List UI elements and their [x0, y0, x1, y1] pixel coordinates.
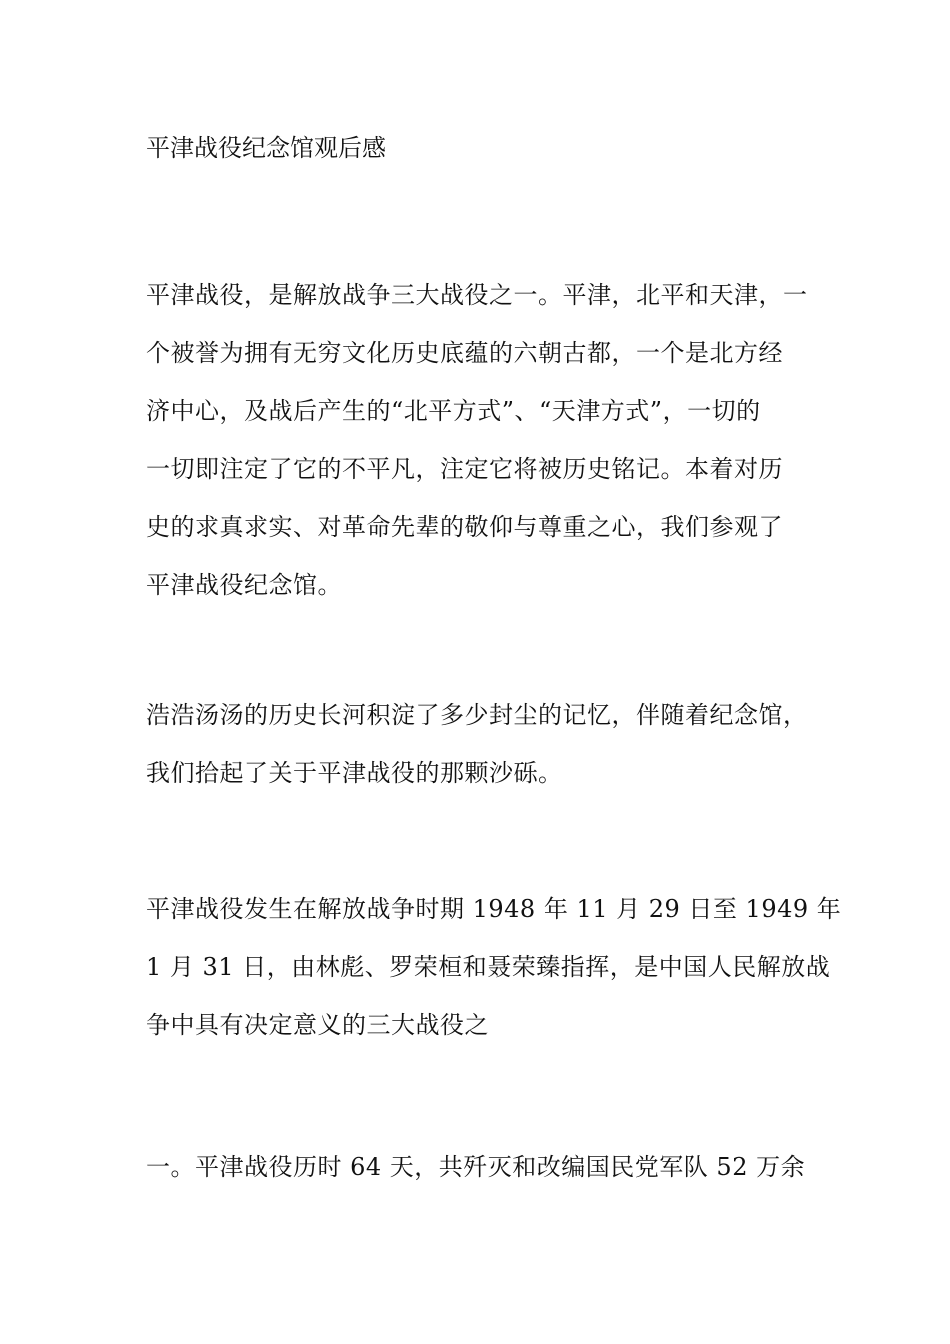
- paragraph-line: 平津战役发生在解放战争时期 1948 年 11 月 29 日至 1949 年: [146, 895, 842, 923]
- paragraph-line: 平津战役纪念馆。: [146, 571, 342, 599]
- paragraph-3: [146, 880, 842, 1054]
- paragraph-line: 平津战役，是解放战争三大战役之一。平津，北平和天津，一: [146, 281, 808, 309]
- paragraph-1: [146, 266, 826, 614]
- paragraph-line: 一。平津战役历时 64 天，共歼灭和改编国民党军队 52 万余: [146, 1153, 806, 1181]
- paragraph-line: 个被誉为拥有无穷文化历史底蕴的六朝古都，一个是北方经: [146, 339, 783, 367]
- paragraph-line: 济中心，及战后产生的“北平方式”、“天津方式”，一切的: [146, 397, 761, 425]
- paragraph-line: 1 月 31 日，由林彪、罗荣桓和聂荣臻指挥，是中国人民解放战: [146, 953, 831, 981]
- document-title: 平津战役纪念馆观后感: [146, 134, 386, 162]
- paragraph-line: 争中具有决定意义的三大战役之: [146, 1011, 489, 1039]
- paragraph-line: 浩浩汤汤的历史长河积淀了多少封尘的记忆，伴随着纪念馆，: [146, 701, 808, 729]
- paragraph-line: 史的求真求实、对革命先辈的敬仰与尊重之心，我们参观了: [146, 513, 783, 541]
- paragraph-line: 我们拾起了关于平津战役的那颗沙砾。: [146, 759, 563, 787]
- paragraph-line: 一切即注定了它的不平凡，注定它将被历史铭记。本着对历: [146, 455, 783, 483]
- paragraph-4: [146, 1138, 826, 1196]
- paragraph-2: [146, 686, 826, 802]
